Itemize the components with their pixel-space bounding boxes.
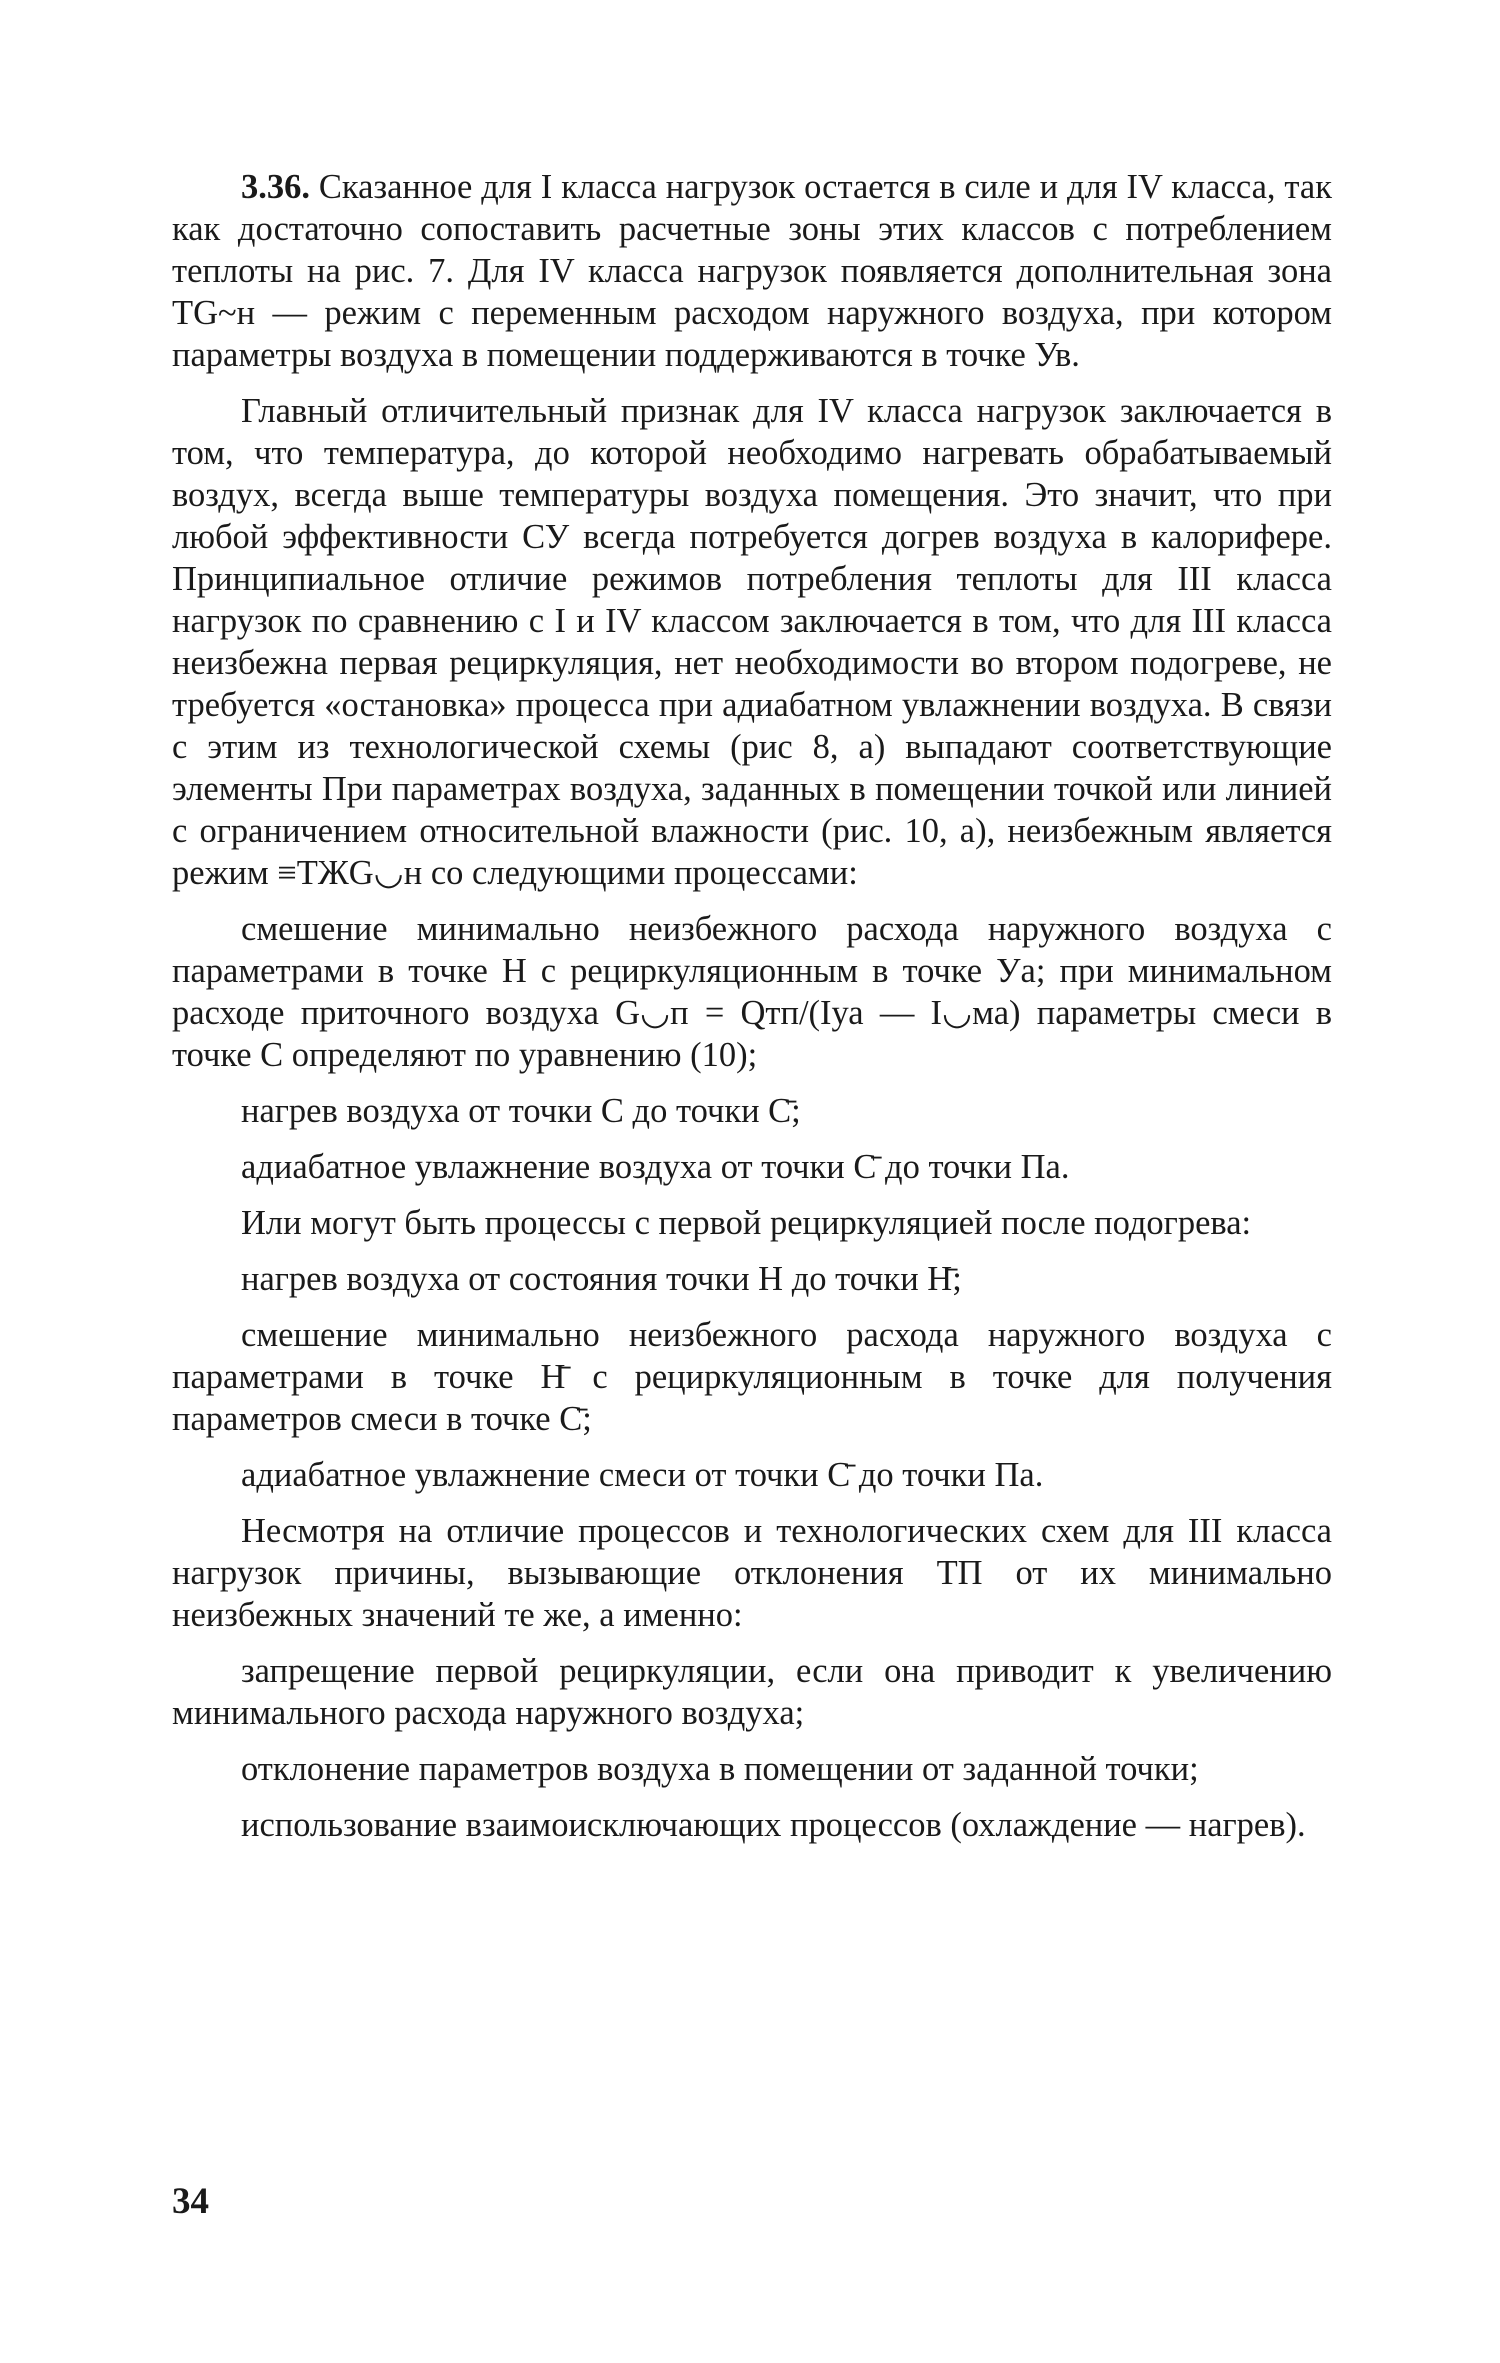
- paragraph-adiabatic: адиабатное увлажнение воздуха от точки С̄ до точки Па.: [241, 1148, 1070, 1186]
- paragraph-despite: Несмотря на отличие процессов и технологических схем для III класса нагрузок причины, вызывающие отклонения ТП от их минимально неизбежных значений те же, а именно:: [172, 1512, 1332, 1634]
- paragraph-heating-h: нагрев воздуха от состояния точки Н до точки Н̄;: [241, 1260, 962, 1298]
- paragraph-mixing-process: смешение минимально неизбежного расхода наружного воздуха с параметрами в точке Н с рециркуляционным в точке Уа; при минимальном расходе приточного воздуха G◡п = Qтп/(Iуа — I◡ма) параметры смеси в точке С определяют по уравнению (10);: [172, 910, 1332, 1074]
- paragraph-mixing-h: смешение минимально неизбежного расхода наружного воздуха с параметрами в точке Н̄ с рециркуляционным в точке для получения параметров смеси в точке С̄;: [172, 1316, 1332, 1438]
- paragraph-adiabatic-mix: адиабатное увлажнение смеси от точки С̄ до точки Па.: [241, 1456, 1044, 1494]
- paragraph-main-feature: Главный отличительный признак для IV класса нагрузок заключается в том, что температура, до которой необходимо нагревать обрабатываемый воздух, всегда выше температуры воздуха помещения. Это значит, что при любой эффективности СУ всегда потребуется догрев воздуха в калорифере. Принципиальное отличие режимов потребления теплоты для III класса нагрузок по сравнению с I и IV классом заключается в том, что для III класса неизбежна первая рециркуляция, нет необходимости во втором подогреве, не требуется «остановка» процесса при адиабатном увлажнении воздуха. В связи с этим из технологической схемы (рис 8, а) выпадают соответствующие элементы При параметрах воздуха, заданных в помещении точкой или линией с ограничением относительной влажности (рис. 10, а), неизбежным является режим ≡ТЖG◡н со следующими процессами:: [172, 392, 1332, 892]
- section-number: 3.36.: [241, 168, 310, 206]
- paragraph-deviation: отклонение параметров воздуха в помещении от заданной точки;: [241, 1750, 1199, 1788]
- page-number: 34: [172, 2181, 209, 2222]
- paragraph-mutually-exclusive: использование взаимоисключающих процессов (охлаждение — нагрев).: [241, 1806, 1306, 1844]
- page-body: [172, 166, 1332, 1846]
- paragraph-heating: нагрев воздуха от точки С до точки С̄;: [241, 1092, 801, 1130]
- paragraph-3-36: [172, 166, 1332, 376]
- paragraph-alternative: Или могут быть процессы с первой рециркуляцией после подогрева:: [241, 1204, 1252, 1242]
- paragraph-prohibition: запрещение первой рециркуляции, если она приводит к увеличению минимального расхода наружного воздуха;: [172, 1652, 1332, 1732]
- section-text: Сказанное для I класса нагрузок остается в силе и для IV класса, так как достаточно сопоставить расчетные зоны этих классов с потреблением теплоты на рис. 7. Для IV класса нагрузок появляется дополнительная зона ТG~н — режим с переменным расходом наружного воздуха, при котором параметры воздуха в помещении поддерживаются в точке Ув.: [172, 168, 1333, 374]
